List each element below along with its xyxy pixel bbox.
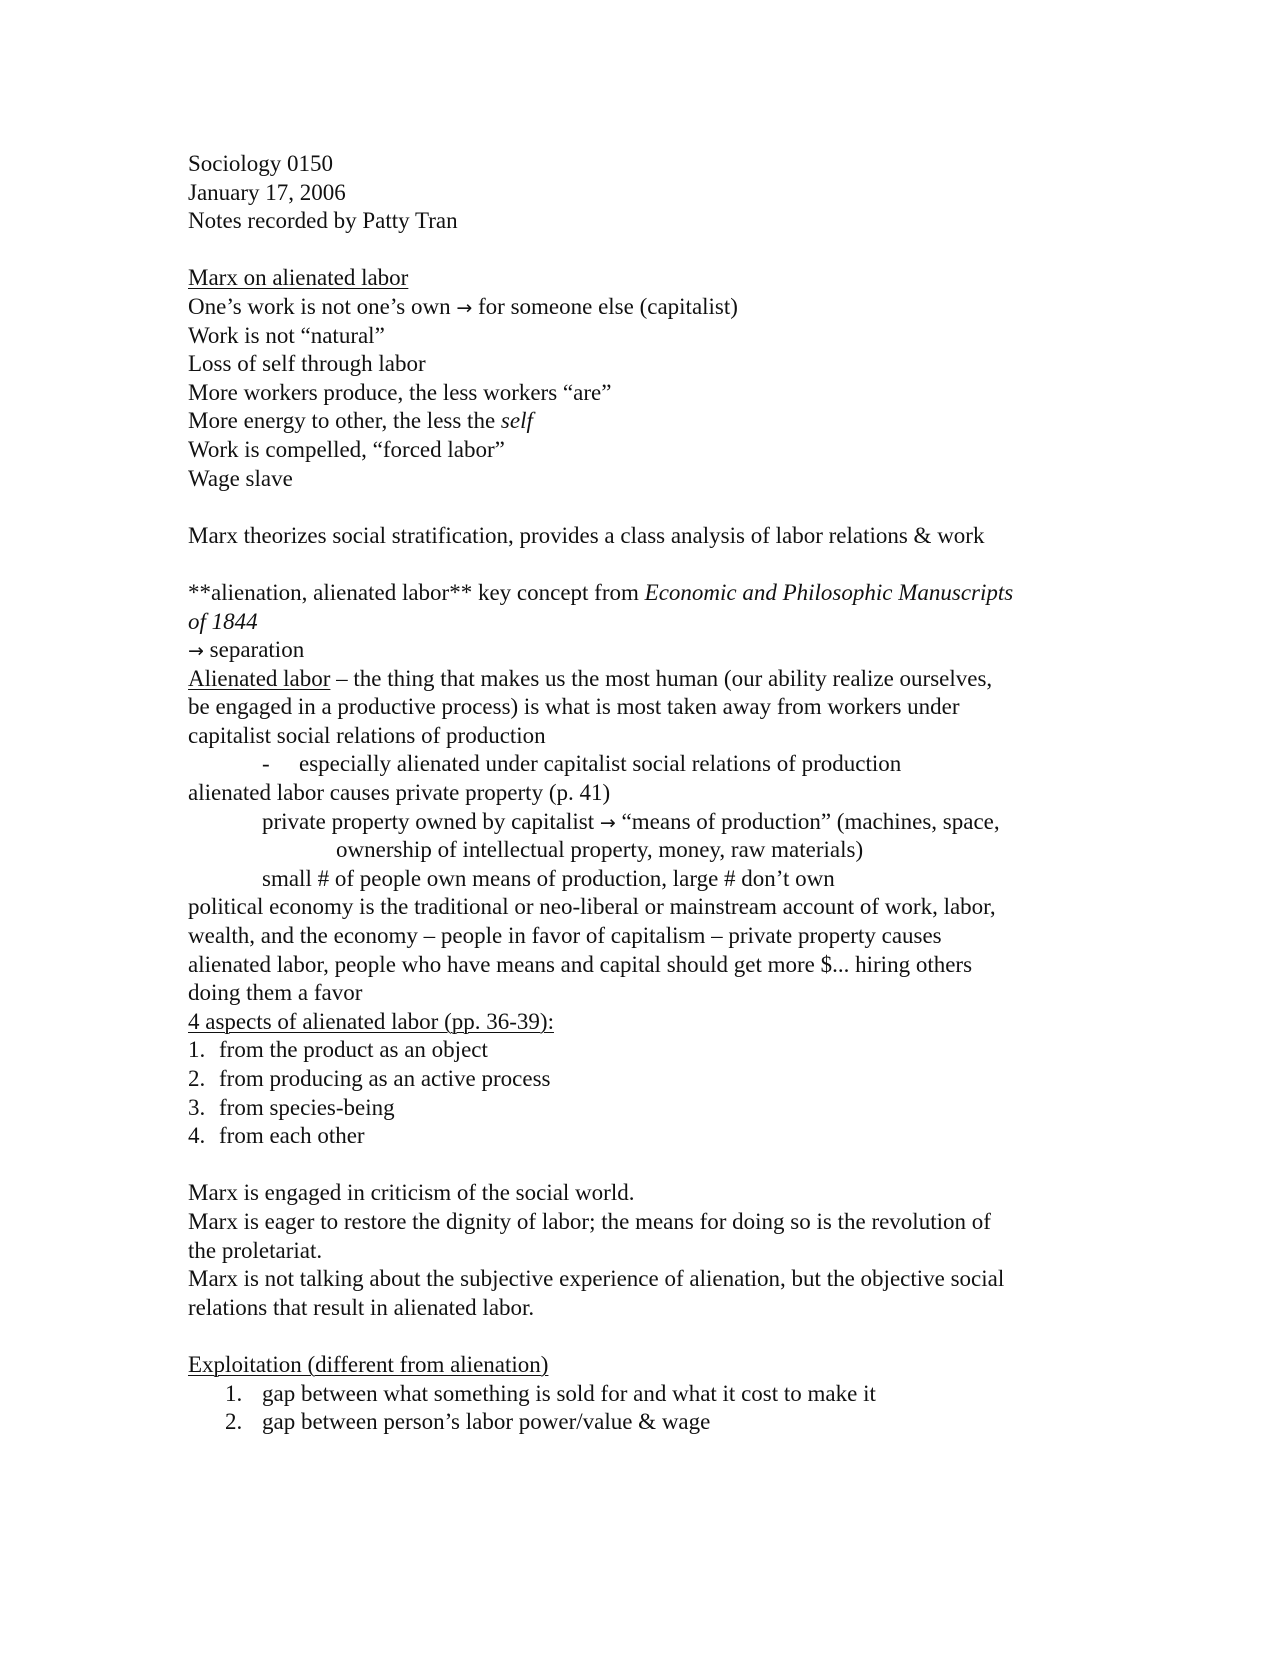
aspects-heading: 4 aspects of alienated labor (pp. 36-39): [188, 1008, 554, 1034]
stratification-paragraph: Marx theorizes social stratification, provides a class analysis of labor relations & work [188, 522, 985, 548]
date: January 17, 2006 [188, 179, 346, 205]
criticism-line: Marx is not talking about the subjective experience of alienation, but the objective social [188, 1266, 1005, 1292]
alienated-definition: capitalist social relations of production [188, 722, 546, 748]
list-item: 1. gap between what something is sold for and what it cost to make it [225, 1380, 876, 1406]
dash-bullet: - [262, 751, 270, 777]
note-line: alienated labor causes private property (p. 41) [188, 780, 611, 806]
recorder: Notes recorded by Patty Tran [188, 208, 458, 234]
book-title: Economic and Philosophic Manuscripts [644, 579, 1014, 605]
list-item: 4. from each other [188, 1123, 365, 1149]
note-line: Work is not “natural” [188, 322, 385, 348]
note-line: More energy to other, the less the self [188, 408, 533, 434]
note-line: Wage slave [188, 465, 293, 491]
list-item: 2. gap between person’s labor power/value & wage [225, 1409, 711, 1435]
criticism-line: Marx is engaged in criticism of the social world. [188, 1180, 635, 1206]
right-arrow-icon: → [456, 296, 473, 319]
concept-line: **alienation, alienated labor** key concept from Economic and Philosophic Manuscripts [188, 579, 1014, 605]
indented-line: ownership of intellectual property, money, raw materials) [336, 837, 864, 863]
note-line: More workers produce, the less workers “are” [188, 379, 612, 405]
alienated-labor-term: Alienated labor [188, 665, 331, 691]
dash-item: - especially alienated under capitalist social relations of production [188, 750, 1118, 779]
book-title-cont: of 1844 [188, 608, 258, 634]
note-line: One’s work is not one’s own → for someone else (capitalist) [188, 293, 738, 319]
course-title: Sociology 0150 [188, 151, 334, 176]
political-economy: wealth, and the economy – people in favor of capitalism – private property causes [188, 923, 942, 949]
note-line: Loss of self through labor [188, 351, 426, 377]
right-arrow-icon: → [599, 811, 616, 834]
list-item: 2. from producing as an active process [188, 1066, 551, 1091]
separation-line: → separation [188, 637, 305, 663]
political-economy: political economy is the traditional or neo-liberal or mainstream account of work, labor, [188, 894, 996, 920]
criticism-line: Marx is eager to restore the dignity of labor; the means for doing so is the revolution of [188, 1208, 991, 1234]
political-economy: doing them a favor [188, 980, 363, 1006]
criticism-line: the proletariat. [188, 1237, 323, 1263]
list-item: 3. from species-being [188, 1094, 395, 1120]
section-heading-alienated-labor: Marx on alienated labor [188, 265, 409, 291]
concept-line [188, 608, 1118, 637]
exploitation-heading: Exploitation (different from alienation) [188, 1351, 549, 1377]
note-line: Work is compelled, “forced labor” [188, 436, 505, 462]
list-item: 1. from the product as an object [188, 1037, 488, 1063]
alienated-definition: Alienated labor – the thing that makes us the most human (our ability realize ourselves, [188, 665, 993, 691]
alienated-definition: be engaged in a productive process) is what is most taken away from workers under [188, 694, 960, 720]
notes-body [188, 150, 1118, 1437]
indented-line: small # of people own means of production, large # don’t own [262, 865, 835, 891]
right-arrow-icon: → [188, 640, 204, 663]
indented-line: private property owned by capitalist → “means of production” (machines, space, [262, 808, 1000, 834]
political-economy: alienated labor, people who have means and capital should get more $... hiring others [188, 951, 973, 977]
criticism-line: relations that result in alienated labor. [188, 1294, 535, 1320]
